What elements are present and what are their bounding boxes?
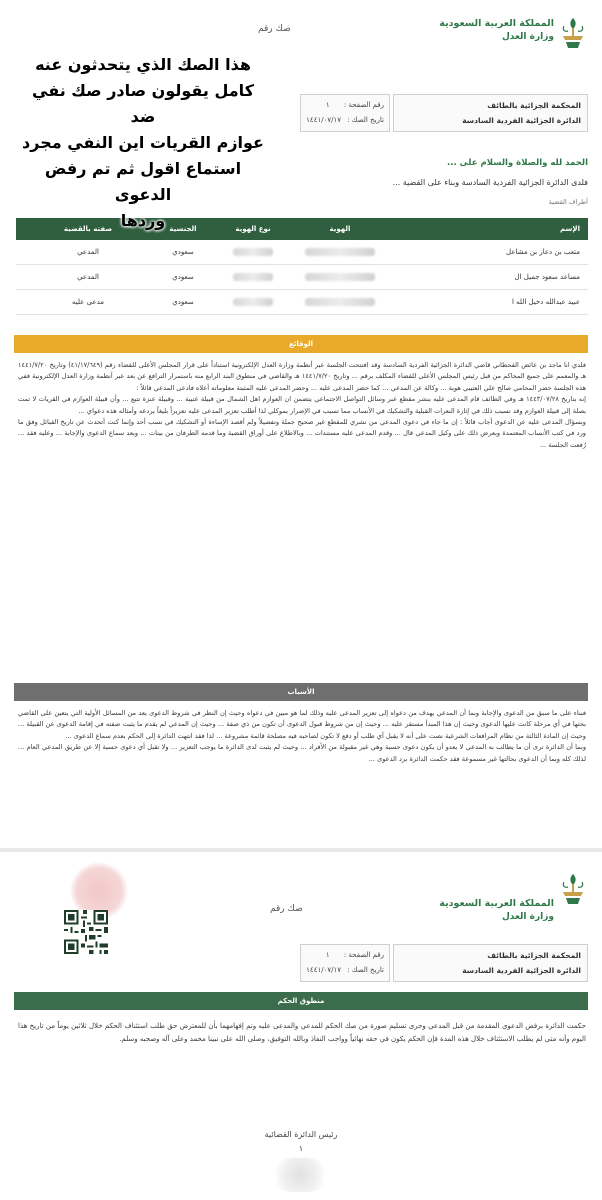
sak-meta-box <box>300 94 390 132</box>
page-number-row <box>326 101 384 109</box>
sak-number-label: صك رقم <box>258 24 291 34</box>
opening-praise: الحمد لله والصلاة والسلام على ... <box>447 158 588 168</box>
page-number-value: ١ <box>325 101 330 109</box>
parties-section-tag: أطراف القضية <box>548 198 588 206</box>
col-id: الهوية <box>329 225 351 233</box>
redacted-id <box>280 290 400 314</box>
country-name: المملكة العربية السعودية <box>439 898 554 909</box>
overlay-caption <box>22 52 264 234</box>
overlay-caption-line: عوازم القريات اين النفي مجرد <box>22 133 264 152</box>
ministry-name: وزارة العدل <box>501 32 554 42</box>
signature-label: رئيس الدائرة القضائية <box>264 1130 338 1139</box>
party-role: المدعي <box>77 248 99 256</box>
page-number-value: ١ <box>325 951 330 959</box>
party-role: المدعي <box>77 273 99 281</box>
signature-area <box>0 1122 602 1200</box>
sak-page-2 <box>0 852 602 1200</box>
facts-paragraph: إنه بتاريخ ١٤٤٣/٠٧/٢٨ هـ وفي الطائف قام المدعى عليه بنشر مقطع عبر وسائل التواصل الاجتماعي يتضمن ان العوازم اهل الشمال من قبيلة عتيبة ... وقبيلة عنزة تتبع ... وأن قبيلة العوازم في القريات لا تمت بصلة إلى قبيلة العوازم وقد تسبب ذلك في إثارة النعرات القبلية والتشكيك في الأنساب مما تسبب في الإضرار بموكلي لذا أطلب تعزير المدعى عليه تعزيراً بليغاً يردعه وأمثاله هذه دعواي ... <box>18 395 586 415</box>
table-row <box>16 290 588 315</box>
reasons-section-bar: الأسباب <box>14 683 588 701</box>
court-name: المحكمة الجزائية بالطائف <box>487 101 581 110</box>
ruling-text: حكمت الدائرة برفض الدعوى المقدمة من قبل المدعي وجرى تسليم صورة من صك الحكم للمدعي والمدعى عليه وتم إفهامهما بأن للمعترض حق طلب استئناف الحكم خلال ثلاثين يوماً من تاريخ هذا اليوم وأنه متى لم يطلب الاستئناف خلال هذه المدة فإن الحكم يكون في حقه نهائياً وواجب النفاذ وبالله التوفيق، وصلى الله على نبينا محمد وعلى آله وصحبه وسلم. <box>18 1022 586 1043</box>
redacted-id-type <box>218 240 288 264</box>
col-role: صفته بالقضية <box>63 225 113 233</box>
overlay-caption-line: كامل يقولون صادر صك نفي ضد <box>32 81 254 126</box>
sak-date-label: تاريخ الصك : <box>347 116 384 124</box>
redacted-id-type <box>218 265 288 289</box>
facts-paragraph: وبسؤال المدعى عليه عن الدعوى أجاب قائلاً : إن ما جاء في دعوى المدعي من نشري للمقطع غير صحيح جملة وتفصيلاً ولم أقصد الإساءة أو التشكيك في نسب أحد وإنما كنت أتحدث عن تاريخ القبائل وفق ما ورد في كتب الأنساب المعتمدة وبعرض ذلك على وكيل المدعي قال ... وقدم المدعى عليه مستندات ... وبالاطلاع على أوراق القضية وما قدمه الطرفان من بينات ... وبعد سماع الدعوى والإجابة ... وعليه فقد ... رُفعت الجلسة ... <box>18 418 586 449</box>
country-name: المملكة العربية السعودية <box>439 18 554 29</box>
col-nationality: الجنسية <box>169 225 197 233</box>
redacted-id <box>280 240 400 264</box>
facts-section-bar: الوقائع <box>14 335 588 353</box>
court-name: المحكمة الجزائية بالطائف <box>487 951 581 960</box>
facts-text <box>18 360 586 660</box>
ministry-emblem-icon <box>558 16 588 50</box>
ministry-name: وزارة العدل <box>501 912 554 922</box>
court-info-box <box>393 94 588 132</box>
party-name: متعب بن دعار بن مشاعل <box>506 248 580 256</box>
party-nationality: سعودي <box>172 273 194 281</box>
party-role: مدعى عليه <box>71 298 105 306</box>
facts-paragraph: فلدي انا ماجد بن عائض القحطاني قاضي الدائرة الجزائية الفردية السادسة وقد افتتحت الجلسة عبر أنظمة وزارة العدل الإلكترونية استناداً على قرار المجلس الأعلى للقضاء رقم (٤١/١٧/٦٤٩) وتاريخ ١٤٤١/٧/٢٠ هـ والمعمم على جميع المحاكم من قبل رئيس المجلس الأعلى للقضاء المكلف برقم ... وتاريخ ١٤٤١/٧/٢٠ هـ والقاضي في منطوق البند الرابع منه باستمرار الترافع عن بعد عبر أنظمة وزارة العدل الإلكترونية ففي هذه الجلسة حضر المحامي صالح علي العتيبي هوية ... وكالة عن المدعي ... كما حضر المدعى عليه ... وحضر المدعى عليه المثبتة معلوماته أعلاه فادعى المدعي قائلاً : <box>18 361 586 392</box>
reasons-text <box>18 708 586 843</box>
sak-number-label: صك رقم <box>270 904 303 914</box>
page-number-label: رقم الصفحة : <box>343 951 384 959</box>
sak-date-value: ١٤٤١/٠٧/١٧ <box>306 966 341 974</box>
party-name: عبيد عبدالله دخيل الله ا <box>511 298 580 306</box>
redacted-id <box>280 265 400 289</box>
sak-date-value: ١٤٤١/٠٧/١٧ <box>306 116 341 124</box>
page-number-row <box>326 951 384 959</box>
ruling-section-bar: منطوق الحكم <box>14 992 588 1010</box>
reasons-paragraph: وبما أن الدائرة ترى أن ما يطالب به المدعي لا يعدو أن يكون دعوى حسبة وهي غير مقبولة من الأفراد ... وحيث لم يثبت لدى الدائرة ما يوجب التعزير ... ولا تقبل أي دعوى حسبة إلا عن طريق المدعي العام ... لذلك كله وبما أن الدعوى بحالتها غير مسموعة فقد حكمت الدائرة برد الدعوى ... <box>18 743 586 763</box>
signature-mark <box>270 1158 330 1192</box>
ministry-emblem-icon <box>558 872 588 906</box>
party-name: مساعد سعود جميل ال <box>514 273 580 281</box>
circuit-name: الدائرة الجزائية الفردية السادسة <box>462 116 581 125</box>
sak-date-row <box>306 116 384 124</box>
court-info-box <box>393 944 588 982</box>
party-nationality: سعودي <box>172 248 194 256</box>
redacted-id-type <box>218 290 288 314</box>
signature-number: ١ <box>298 1144 304 1153</box>
opening-intro: فلدى الدائرة الجزائية الفردية السادسة وبناء على القضية ... <box>392 178 588 187</box>
sak-date-row <box>306 966 384 974</box>
page-number-label: رقم الصفحة : <box>343 101 384 109</box>
party-nationality: سعودي <box>172 298 194 306</box>
sak-meta-box <box>300 944 390 982</box>
overlay-caption-line: هذا الصك الذي يتحدثون عنه <box>35 55 251 74</box>
reasons-paragraph: فبناء على ما سبق من الدعوى والإجابة وبما أن المدعي يهدف من دعواه إلى تعزير المدعى عليه وذلك لما هو مبين في دعواه وحيث إن النظر في شروط الدعوى يعد من المسائل الأولية التي يتعين على القاضي بحثها في أي مرحلة كانت عليها الدعوى وحيث إن هذا المبدأ مستقر عليه ... وحيث إن من شروط قبول الدعوى أن تكون من ذي صفة ... وحيث إن المدعي لم يقدم ما يثبت صفته في إقامة الدعوى عن القبيلة ... وحيث إن المادة الثالثة من نظام المرافعات الشرعية نصت على أنه لا يقبل أي طلب أو دفع لا تكون لصاحبه فيه مصلحة قائمة مشروعة ... لذا فقد انتهت الدائرة إلى الحكم بعدم سماع الدعوى ... <box>18 709 586 740</box>
table-row <box>16 265 588 290</box>
overlay-caption-line: استماع اقول ثم تم رفض الدعوى <box>44 159 242 204</box>
col-name: الإسم <box>560 225 580 233</box>
sak-date-label: تاريخ الصك : <box>347 966 384 974</box>
page-header <box>0 852 602 992</box>
col-id-type: نوع الهوية <box>235 225 271 233</box>
overlay-caption-line: وردها <box>120 211 166 230</box>
circuit-name: الدائرة الجزائية الفردية السادسة <box>462 966 581 975</box>
table-row <box>16 240 588 265</box>
